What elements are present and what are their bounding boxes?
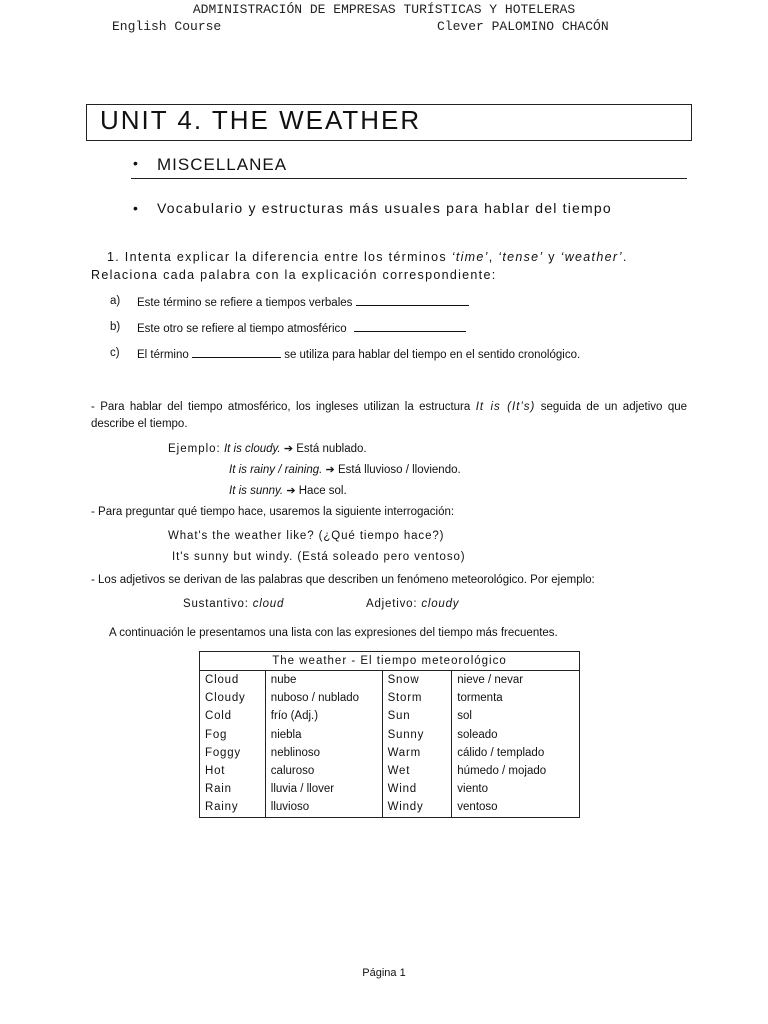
table-cell-english: Snow xyxy=(382,671,452,690)
example-1-english: It is cloudy. xyxy=(223,443,281,455)
structure-it-is: It is (It’s) xyxy=(475,401,536,413)
table-cell-english: Warm xyxy=(382,744,452,762)
table-cell-english: Windy xyxy=(382,798,452,817)
table-cell-english: Rainy xyxy=(200,798,266,817)
bullet-miscellanea-text: MISCELLANEA xyxy=(157,155,288,174)
table-cell-english: Wet xyxy=(382,762,452,780)
item-b-blank[interactable] xyxy=(354,321,466,332)
question-spanish: (¿Qué tiempo hace?) xyxy=(318,530,445,542)
table-cell-english: Cloudy xyxy=(200,689,266,707)
page-number: Página 1 xyxy=(362,967,406,979)
term-tense: ‘tense’ xyxy=(498,250,544,264)
item-b xyxy=(137,321,466,335)
example-1-spanish: Está nublado. xyxy=(296,443,367,455)
table-row xyxy=(200,726,580,744)
bullet-dot-icon: • xyxy=(133,200,140,216)
table-cell-english: Fog xyxy=(200,726,266,744)
section-divider xyxy=(131,178,687,179)
table-cell-english: Hot xyxy=(200,762,266,780)
table-cell-english: Foggy xyxy=(200,744,266,762)
table-row xyxy=(200,707,580,725)
exercise-1-lead: 1. Intenta explicar la diferencia entre los términos xyxy=(107,250,447,264)
table-cell-spanish: lluvia / llover xyxy=(265,780,382,798)
item-c-blank[interactable] xyxy=(192,347,281,358)
table-cell-spanish: soleado xyxy=(452,726,580,744)
table-row xyxy=(200,798,580,817)
item-b-letter: b) xyxy=(110,321,121,333)
table-cell-spanish: nube xyxy=(265,671,382,690)
table-cell-spanish: húmedo / mojado xyxy=(452,762,580,780)
example-3-english: It is sunny. xyxy=(229,485,284,497)
table-cell-english: Rain xyxy=(200,780,266,798)
paragraph-structure-before: - Para hablar del tiempo atmosférico, los ingleses utilizan la estructura xyxy=(91,401,471,413)
table-cell-spanish: cálido / templado xyxy=(452,744,580,762)
term-time: ‘time’ xyxy=(451,250,489,264)
arrow-right-icon: ➔ xyxy=(286,485,296,497)
conjunction-y: y xyxy=(548,250,556,264)
table-cell-spanish: frío (Adj.) xyxy=(265,707,382,725)
table-cell-spanish: neblinoso xyxy=(265,744,382,762)
table-cell-spanish: nuboso / nublado xyxy=(265,689,382,707)
weather-vocabulary-table xyxy=(199,651,580,818)
exercise-1-instructions xyxy=(91,248,691,284)
item-a-text: Este término se refiere a tiempos verbales xyxy=(137,297,353,309)
table-cell-english: Sun xyxy=(382,707,452,725)
adjective-value: cloudy xyxy=(421,598,460,610)
example-2-english: It is rainy / raining. xyxy=(229,464,323,476)
item-c xyxy=(137,347,580,361)
item-a-blank[interactable] xyxy=(356,295,469,306)
table-cell-spanish: nieve / nevar xyxy=(452,671,580,690)
table-cell-spanish: niebla xyxy=(265,726,382,744)
noun-value: cloud xyxy=(252,598,285,610)
example-2-spanish: Está lluvioso / lloviendo. xyxy=(337,464,461,476)
term-weather: ‘weather’ xyxy=(560,250,623,264)
table-cell-english: Storm xyxy=(382,689,452,707)
table-cell-spanish: caluroso xyxy=(265,762,382,780)
item-a-letter: a) xyxy=(110,295,121,307)
arrow-right-icon: ➔ xyxy=(283,443,294,455)
item-a xyxy=(137,295,469,309)
answer-spanish: (Está soleado pero ventoso) xyxy=(297,551,466,563)
table-header: The weather - El tiempo meteorológico xyxy=(200,652,580,671)
item-c-letter: c) xyxy=(110,347,120,359)
table-cell-english: Cold xyxy=(200,707,266,725)
paragraph-adjectives: - Los adjetivos se derivan de las palabras que describen un fenómeno meteorológico. Por ejemplo: xyxy=(91,574,595,586)
bullet-vocabulary xyxy=(133,198,653,219)
bullet-dot-icon: • xyxy=(133,155,139,171)
table-cell-spanish: ventoso xyxy=(452,798,580,817)
example-3 xyxy=(229,484,347,497)
item-c-text-before: El término xyxy=(137,349,189,361)
adjective-label: Adjetivo: xyxy=(366,598,418,610)
exercise-1-tail: . Relaciona cada palabra con la explicación correspondiente: xyxy=(91,250,628,282)
table-cell-english: Cloud xyxy=(200,671,266,690)
paragraph-structure xyxy=(91,399,687,433)
arrow-right-icon: ➔ xyxy=(325,464,335,476)
table-cell-english: Wind xyxy=(382,780,452,798)
paragraph-structure-after: seguida de un adjetivo que describe el tiempo. xyxy=(91,401,688,430)
example-3-spanish: Hace sol. xyxy=(298,485,347,497)
table-cell-spanish: tormenta xyxy=(452,689,580,707)
table-cell-spanish: viento xyxy=(452,780,580,798)
bullet-miscellanea xyxy=(133,155,287,175)
adjective-example xyxy=(366,598,459,610)
paragraph-question: - Para preguntar qué tiempo hace, usaremos la siguiente interrogación: xyxy=(91,506,455,518)
example-2 xyxy=(229,463,461,476)
comma: , xyxy=(488,250,494,264)
answer-english: It's sunny but windy. xyxy=(172,551,294,563)
table-cell-spanish: sol xyxy=(452,707,580,725)
item-c-text-after: se utiliza para hablar del tiempo en el sentido cronológico. xyxy=(284,349,581,361)
answer-line xyxy=(172,551,466,563)
document-header-author: Clever PALOMINO CHACÓN xyxy=(437,19,609,34)
unit-title: UNIT 4. THE WEATHER xyxy=(100,105,422,135)
document-header-course: English Course xyxy=(112,19,222,34)
item-b-text: Este otro se refiere al tiempo atmosférico xyxy=(137,323,347,335)
table-row xyxy=(200,762,580,780)
document-header-institution: ADMINISTRACIÓN DE EMPRESAS TURÍSTICAS Y HOTELERAS xyxy=(192,2,576,17)
table-row xyxy=(200,780,580,798)
table-row xyxy=(200,671,580,690)
example-label: Ejemplo: xyxy=(168,443,221,455)
question-line xyxy=(168,530,444,542)
table-cell-spanish: lluvioso xyxy=(265,798,382,817)
noun-example xyxy=(183,598,284,610)
bullet-vocabulary-text: Vocabulario y estructuras más usuales para hablar del tiempo xyxy=(157,200,612,216)
question-english: What's the weather like? xyxy=(168,530,315,542)
example-1 xyxy=(168,442,367,455)
table-row xyxy=(200,744,580,762)
table-row xyxy=(200,689,580,707)
table-cell-english: Sunny xyxy=(382,726,452,744)
noun-label: Sustantivo: xyxy=(183,598,249,610)
paragraph-list-intro: A continuación le presentamos una lista con las expresiones del tiempo más frecuentes. xyxy=(109,627,558,639)
